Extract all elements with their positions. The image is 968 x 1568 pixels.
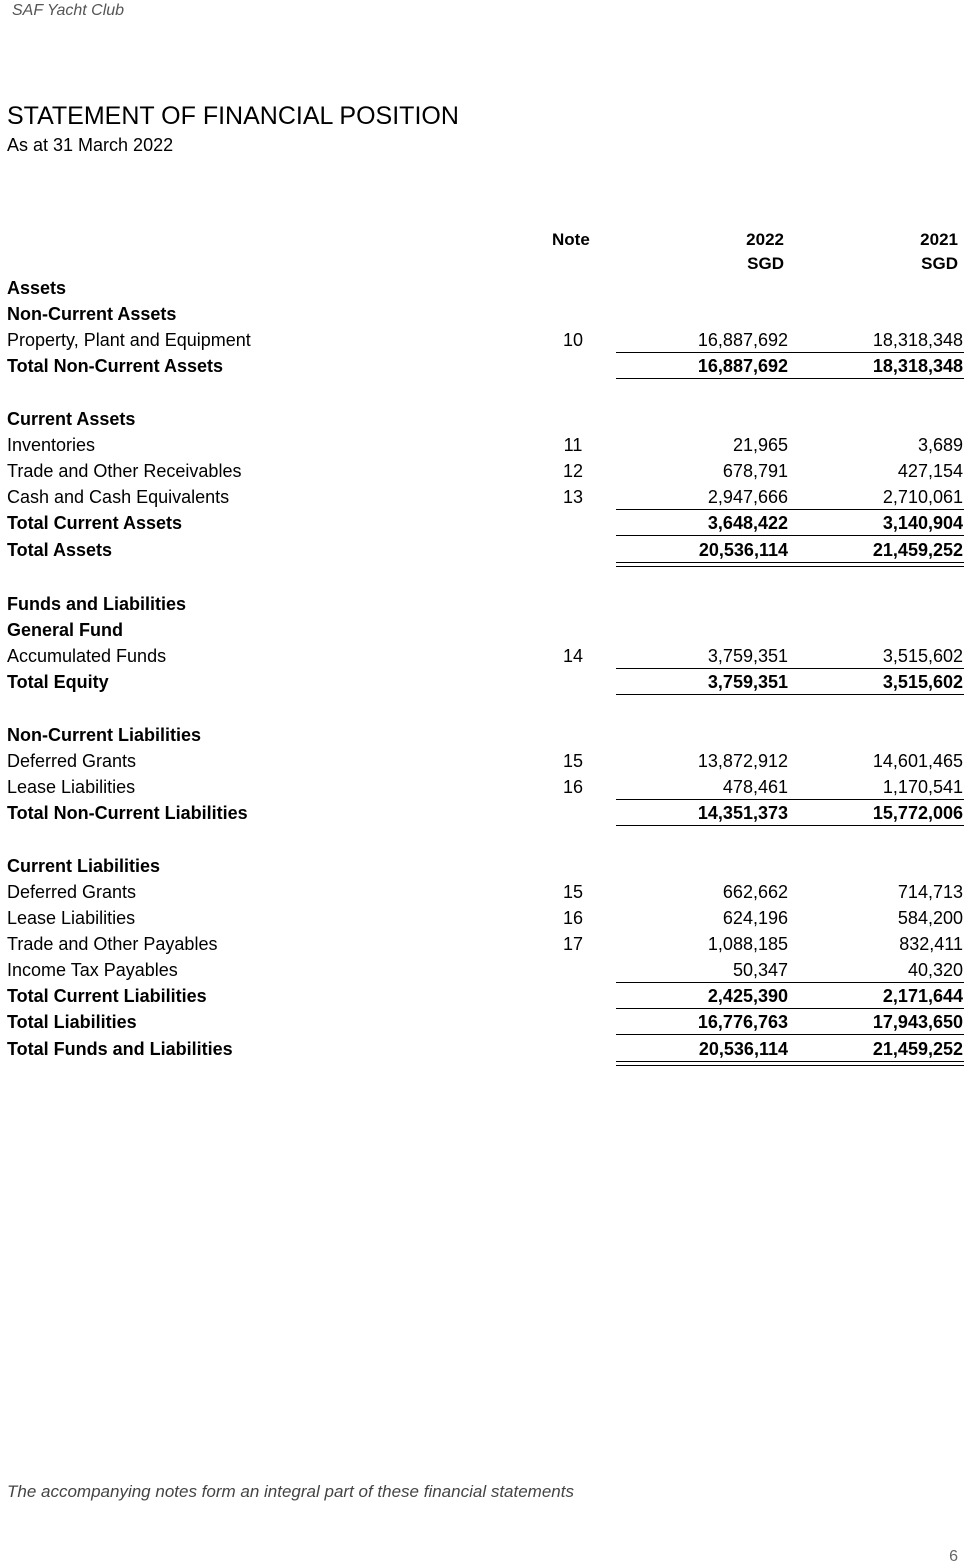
row-label: Current Liabilities	[7, 856, 161, 876]
row-value-2021: 40,320	[907, 960, 963, 980]
row-value-2022: 16,776,763	[697, 1012, 788, 1032]
row-value-2021: 3,140,904	[882, 513, 963, 533]
document-header: SAF Yacht Club	[12, 2, 125, 19]
table-row	[0, 957, 968, 983]
row-note: 10	[562, 330, 584, 350]
row-value-2021: 14,601,465	[872, 751, 963, 771]
row-label: Lease Liabilities	[7, 908, 136, 928]
row-label: Trade and Other Receivables	[7, 461, 242, 481]
row-label: Total Funds and Liabilities	[7, 1039, 233, 1059]
row-value-2022: 662,662	[722, 882, 788, 902]
table-row	[0, 275, 968, 301]
row-value-2021: 584,200	[897, 908, 963, 928]
table-row	[0, 617, 968, 643]
row-note: 12	[562, 461, 584, 481]
subtotal-rule	[616, 982, 964, 983]
page-number: 6	[949, 1548, 958, 1565]
row-note: 11	[563, 435, 583, 455]
row-label: Total Liabilities	[7, 1012, 137, 1032]
row-label: Inventories	[7, 435, 96, 455]
table-row	[0, 669, 968, 695]
row-label: Total Non-Current Liabilities	[7, 803, 248, 823]
row-value-2021: 3,689	[917, 435, 963, 455]
row-value-2022: 3,648,422	[707, 513, 788, 533]
row-value-2022: 14,351,373	[697, 803, 788, 823]
row-label: Non-Current Liabilities	[7, 725, 202, 745]
row-note: 15	[562, 882, 584, 902]
row-value-2021: 3,515,602	[882, 672, 963, 692]
row-label: General Fund	[7, 620, 124, 640]
subtotal-rule	[616, 799, 964, 800]
row-value-2022: 20,536,114	[698, 1039, 788, 1059]
row-value-2021: 2,710,061	[882, 487, 963, 507]
column-currency-2022: SGD	[747, 254, 784, 273]
row-label: Accumulated Funds	[7, 646, 167, 666]
table-row	[0, 905, 968, 931]
row-label: Income Tax Payables	[7, 960, 178, 980]
row-value-2022: 50,347	[732, 960, 788, 980]
row-value-2022: 3,759,351	[707, 646, 788, 666]
row-value-2021: 15,772,006	[872, 803, 963, 823]
row-value-2021: 18,318,348	[872, 330, 963, 350]
row-value-2022: 13,872,912	[697, 751, 788, 771]
row-value-2022: 678,791	[722, 461, 788, 481]
row-value-2022: 16,887,692	[697, 356, 788, 376]
row-value-2022: 21,965	[732, 435, 788, 455]
row-value-2021: 832,411	[899, 934, 963, 954]
row-value-2021: 21,459,252	[872, 540, 963, 560]
row-label: Assets	[7, 278, 67, 298]
table-row	[0, 722, 968, 748]
row-label: Current Assets	[7, 409, 136, 429]
row-label: Lease Liabilities	[7, 777, 136, 797]
total-double-rule	[616, 1061, 964, 1066]
table-row	[0, 748, 968, 774]
row-label: Trade and Other Payables	[7, 934, 218, 954]
column-currency-2021: SGD	[921, 254, 958, 273]
subtotal-rule	[616, 694, 964, 695]
table-row	[0, 853, 968, 879]
table-row	[0, 879, 968, 905]
row-label: Funds and Liabilities	[7, 594, 187, 614]
table-row	[0, 591, 968, 617]
table-row	[0, 458, 968, 484]
row-value-2022: 3,759,351	[707, 672, 788, 692]
row-value-2021: 2,171,644	[882, 986, 963, 1006]
row-note: 15	[562, 751, 584, 771]
row-value-2021: 3,515,602	[882, 646, 963, 666]
subtotal-rule	[616, 668, 964, 669]
row-value-2021: 1,170,541	[882, 777, 963, 797]
table-row	[0, 301, 968, 327]
subtotal-rule	[616, 509, 964, 510]
subtotal-rule	[616, 825, 964, 826]
row-label: Total Non-Current Assets	[7, 356, 224, 376]
row-value-2021: 18,318,348	[872, 356, 963, 376]
row-value-2022: 2,425,390	[707, 986, 788, 1006]
table-row	[0, 1009, 968, 1035]
row-value-2022: 1,088,185	[707, 934, 788, 954]
subtotal-rule	[616, 378, 964, 379]
table-row	[0, 774, 968, 800]
table-row	[0, 537, 968, 563]
total-double-rule	[616, 562, 964, 567]
table-row	[0, 406, 968, 432]
row-label: Total Equity	[7, 672, 109, 692]
subtotal-rule	[616, 352, 964, 353]
row-label: Non-Current Assets	[7, 304, 177, 324]
row-label: Property, Plant and Equipment	[7, 330, 251, 350]
row-label: Total Assets	[7, 540, 113, 560]
row-value-2021: 714,713	[897, 882, 963, 902]
table-row	[0, 1036, 968, 1062]
row-value-2021: 427,154	[897, 461, 963, 481]
subtotal-rule	[616, 1008, 964, 1009]
column-header-2022: 2022	[746, 230, 784, 249]
row-label: Total Current Assets	[7, 513, 183, 533]
row-value-2022: 478,461	[722, 777, 788, 797]
table-row	[0, 353, 968, 379]
table-row	[0, 983, 968, 1009]
subtotal-rule	[616, 1034, 964, 1035]
table-row	[0, 510, 968, 536]
page-subtitle: As at 31 March 2022	[7, 135, 174, 155]
row-note: 13	[562, 487, 584, 507]
page-title: STATEMENT OF FINANCIAL POSITION	[7, 102, 459, 130]
table-row	[0, 432, 968, 458]
table-row	[0, 643, 968, 669]
row-note: 17	[562, 934, 584, 954]
row-label: Deferred Grants	[7, 751, 137, 771]
row-value-2022: 2,947,666	[707, 487, 788, 507]
row-value-2022: 20,536,114	[698, 540, 788, 560]
row-label: Cash and Cash Equivalents	[7, 487, 230, 507]
row-label: Deferred Grants	[7, 882, 137, 902]
table-row	[0, 800, 968, 826]
row-value-2021: 17,943,650	[872, 1012, 963, 1032]
table-row	[0, 931, 968, 957]
row-note: 16	[562, 777, 584, 797]
row-value-2022: 624,196	[722, 908, 788, 928]
row-note: 16	[562, 908, 584, 928]
table-row	[0, 484, 968, 510]
footnote: The accompanying notes form an integral part of these financial statements	[7, 1482, 574, 1501]
row-label: Total Current Liabilities	[7, 986, 207, 1006]
row-note: 14	[562, 646, 584, 666]
column-header-2021: 2021	[920, 230, 958, 249]
table-row	[0, 327, 968, 353]
subtotal-rule	[616, 535, 964, 536]
row-value-2022: 16,887,692	[697, 330, 788, 350]
row-value-2021: 21,459,252	[872, 1039, 963, 1059]
column-header-note: Note	[552, 230, 590, 249]
